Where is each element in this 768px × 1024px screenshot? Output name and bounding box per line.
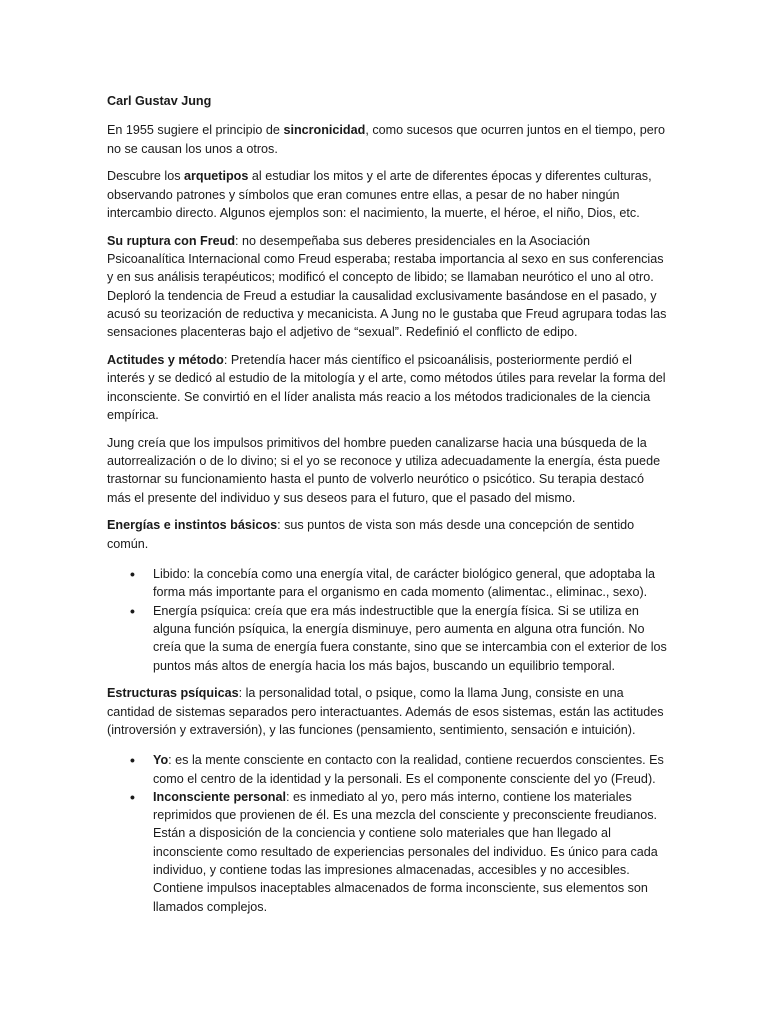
heading-actitudes-metodo: Actitudes y método xyxy=(107,353,224,368)
p1-text: En 1955 sugiere el principio de xyxy=(107,123,284,138)
paragraph-sincronicidad xyxy=(107,121,668,158)
paragraph-estructuras xyxy=(107,684,668,739)
term-yo: Yo xyxy=(153,753,169,768)
p2-text-after: al estudiar los mitos y el arte de diferentes épocas y diferentes culturas, observando patrones y símbolos que eran comunes entre ellas, a pesar de no haber ningún intercambio directo. Algunos ejemplos son: el nacimiento, la muerte, el héroe, el niño, Dios, etc. xyxy=(107,169,652,220)
p4-text: : Pretendía hacer más científico el psicoanálisis, posteriormente perdió el interés y se dedicó al estudio de la mitología y el arte, como métodos útiles para revelar la forma del inconsciente. Se convirtió en el líder analista más reacio a los métodos tradicionales de la ciencia empírica. xyxy=(107,353,666,422)
energy-list xyxy=(107,565,668,675)
p2-text: Descubre los xyxy=(107,169,184,184)
yo-text: : es la mente consciente en contacto con la realidad, contiene recuerdos conscientes. Es como el centro de la identidad y la personali. Es el componente consciente del yo (Freud). xyxy=(153,753,664,786)
document-title: Carl Gustav Jung xyxy=(107,94,212,108)
inconsciente-text: : es inmediato al yo, pero más interno, contiene los materiales reprimidos que provienen de él. Es una mezcla del consciente y preconsciente freudianos. Están a disposición de la conciencia y contiene solo materiales que han llegado al inconsciente como resultado de experiencias personales del individuo. Es único para cada individuo, y contiene todas las impresiones almacenadas, accesibles y no accesibles. Contiene impulsos inaceptables almacenados de forma inconsciente, sus elementos son llamados complejos. xyxy=(153,789,658,914)
paragraph-actitudes-metodo xyxy=(107,351,668,424)
heading-estructuras: Estructuras psíquicas xyxy=(107,686,239,701)
structures-list xyxy=(107,751,668,916)
paragraph-ruptura-freud xyxy=(107,232,668,342)
list-item-libido: • Libido: la concebía como una energía vital, de carácter biológico general, que adoptaba la forma más importante para el organismo en cada momento (alimentac., eliminac., sexo). xyxy=(153,565,668,602)
term-inconsciente-personal: Inconsciente personal xyxy=(153,789,286,804)
list-item-yo xyxy=(153,751,668,788)
heading-ruptura-freud: Su ruptura con Freud xyxy=(107,233,236,248)
p3-text: : no desempeñaba sus deberes presidenciales en la Asociación Psicoanalítica Internacional como Freud esperaba; restaba importancia al sexo en sus conferencias y en sus análisis terapéuticos; modificó el concepto de libido; se llamaban neurótico el uno al otro. Deploró la tendencia de Freud a estudiar la causalidad exclusivamente basándose en el pasado, y acusó su teorización de reductiva y mecanicista. A Jung no le gustaba que Freud agrupara todas las sensaciones placenteras bajo el adjetivo de “sexual”. Redefinió el conflicto de edipo. xyxy=(107,233,667,340)
list-item-energia-psiquica: • Energía psíquica: creía que era más indestructible que la energía física. Si se utiliza en alguna función psíquica, la energía disminuye, pero aumenta en alguna otra función. No creía que la suma de energía fuera constante, sino que se intercambia con el exterior de los puntos más altos de energía hacia los más bajos, buscando un equilibrio temporal. xyxy=(153,602,668,675)
heading-energias: Energías e instintos básicos xyxy=(107,518,278,533)
paragraph-arquetipos xyxy=(107,167,668,222)
p6-text: : sus puntos de vista son más desde una concepción de sentido común. xyxy=(107,518,635,551)
p1-text-after: , como sucesos que ocurren juntos en el tiempo, pero no se causan los unos a otros. xyxy=(107,123,665,156)
paragraph-energias xyxy=(107,516,668,553)
paragraph-impulsos: Jung creía que los impulsos primitivos del hombre pueden canalizarse hacia una búsqueda de la autorrealización o de lo divino; si el yo se reconoce y utiliza adecuadamente la energía, ésta puede trastornar su funcionamiento hasta el punto de volverlo neurótico o psicótico. Su terapia destacó más el presente del individuo y sus deseos para el futuro, que el pasado del mismo. xyxy=(107,435,661,505)
term-sincronicidad: sincronicidad xyxy=(283,123,366,138)
list-item-inconsciente-personal xyxy=(153,788,668,916)
p7-text: : la personalidad total, o psique, como la llama Jung, consiste en una cantidad de sistemas separados pero interactuantes. Además de esos sistemas, están las actitudes (introversión y extraversión), y las funciones (pensamiento, sentimiento, sensación e intuición). xyxy=(107,686,664,737)
term-arquetipos: arquetipos xyxy=(184,169,249,184)
